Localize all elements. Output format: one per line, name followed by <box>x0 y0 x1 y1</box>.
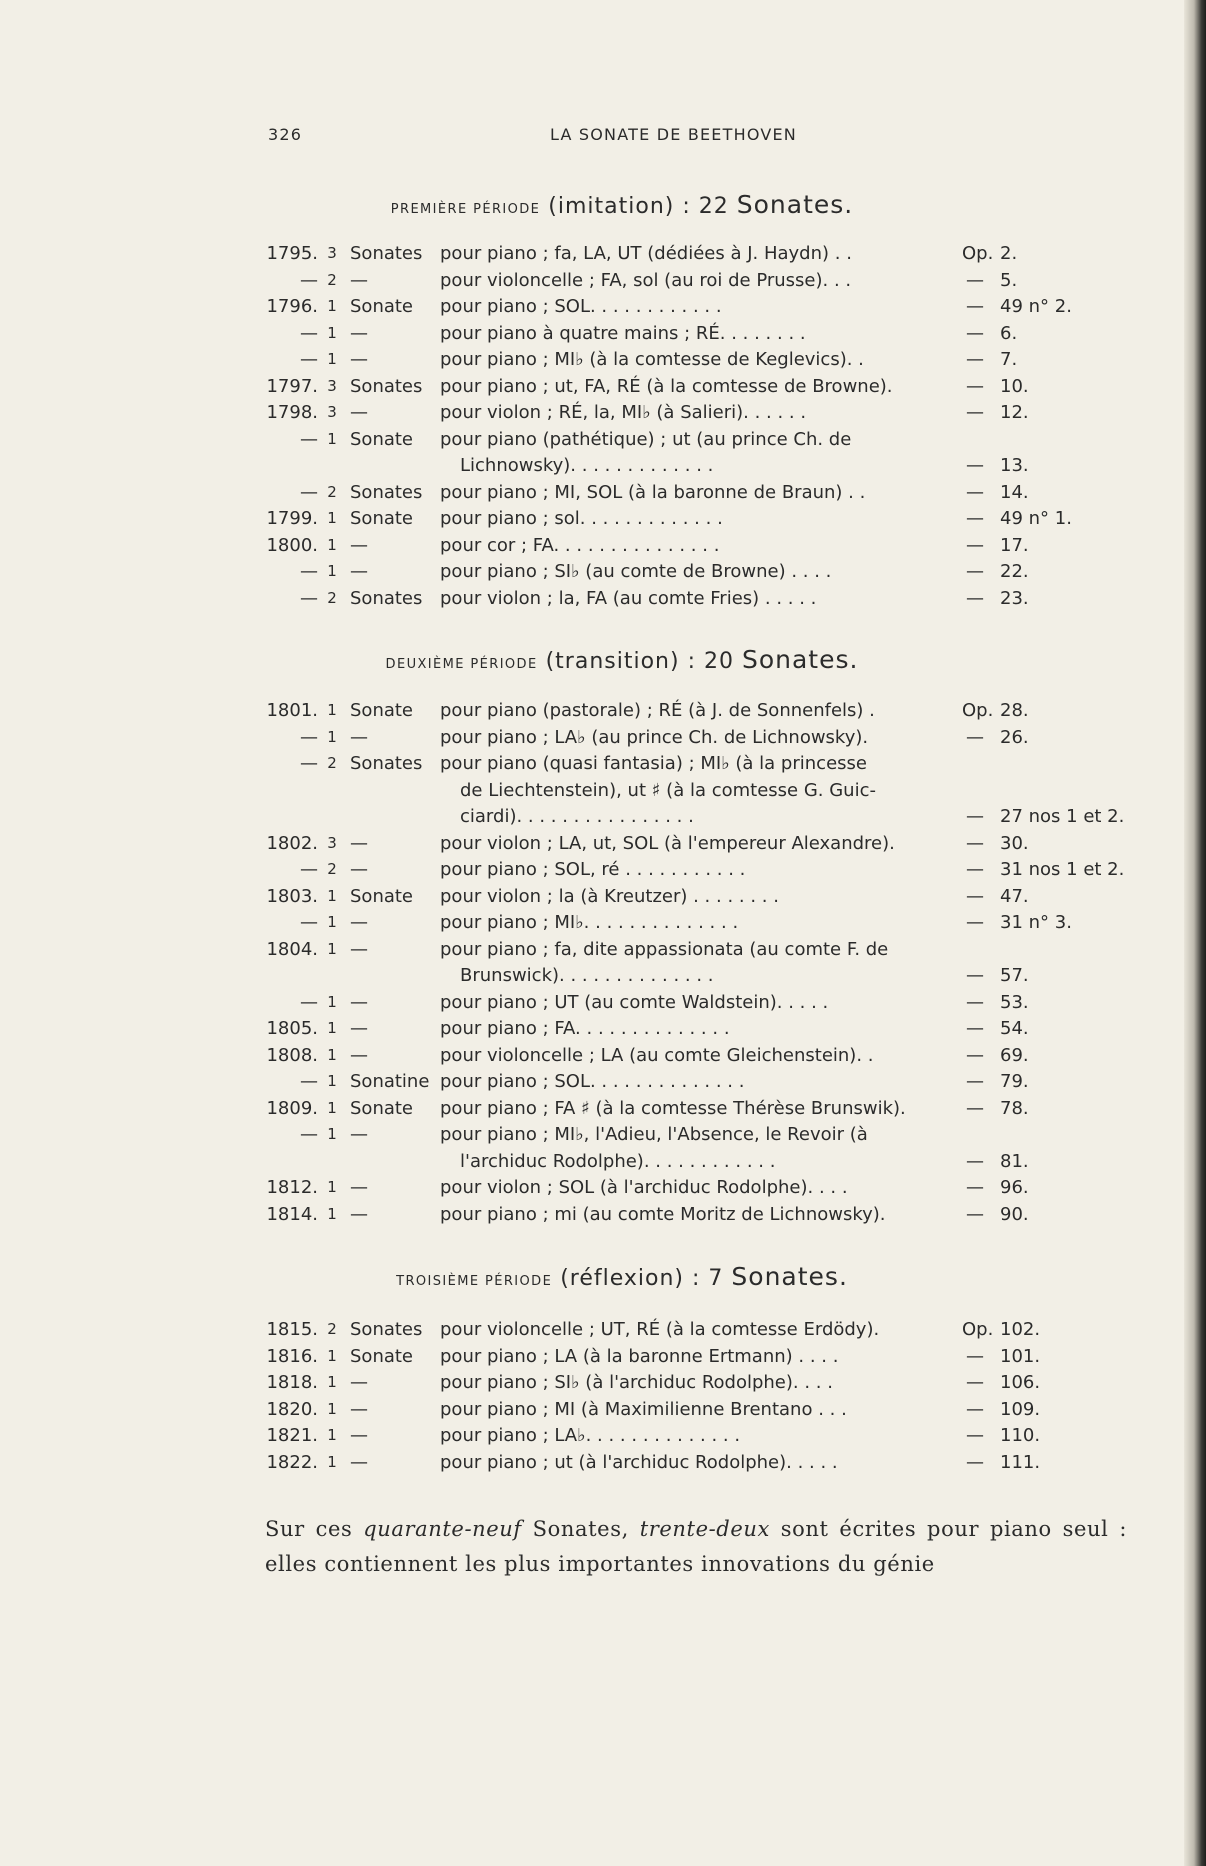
entry-dash: — <box>966 349 984 370</box>
entry-count: 1 <box>327 535 337 554</box>
entry-type: — <box>350 534 368 556</box>
entry-type: — <box>350 1018 368 1039</box>
entry-op: 49 n° 2. <box>1000 296 1072 317</box>
entry-op: 6. <box>1000 322 1018 344</box>
sonata-entry <box>0 1201 1206 1228</box>
closing-italic-2: trente-deux <box>639 1517 770 1541</box>
entry-year: 1815. <box>266 1319 318 1340</box>
entry-count: 1 <box>327 1452 337 1471</box>
entry-dash: — <box>966 965 984 986</box>
sonata-entry <box>0 724 1206 751</box>
sonata-entry <box>0 803 1206 830</box>
entry-dash: — <box>966 912 984 933</box>
closing-text-3: sont écrites pour piano seul : elles contiennent les plus importantes innovations du génie <box>265 1517 1127 1576</box>
entry-dash: — <box>966 322 984 344</box>
entry-dash: — <box>966 1345 984 1367</box>
entry-op: 31 nos 1 et 2. <box>1000 859 1125 880</box>
entry-desc: Lichnowsky). . . . . . . . . . . . . <box>460 455 714 476</box>
sonata-entry <box>0 532 1206 559</box>
entry-dash: — <box>966 1203 984 1225</box>
entry-count: 1 <box>327 886 337 905</box>
entry-desc: pour piano ; UT (au comte Waldstein). . . . . <box>440 991 829 1013</box>
entry-year: — <box>300 322 318 344</box>
entry-desc: pour violon ; la, FA (au comte Fries) . . . . . <box>440 587 817 609</box>
entry-type: — <box>350 1372 368 1393</box>
section-label-big: Sonates. <box>731 1262 848 1291</box>
sonata-entry <box>0 293 1206 320</box>
sonata-entry <box>0 1095 1206 1122</box>
sonata-entry <box>0 1068 1206 1095</box>
entry-type: Sonates <box>350 1319 423 1340</box>
entry-op: 30. <box>1000 832 1029 854</box>
entry-type: — <box>350 1124 368 1145</box>
entry-desc: pour violon ; SOL (à l'archiduc Rodolphe). . . . <box>440 1177 848 1198</box>
entry-op: 54. <box>1000 1018 1029 1039</box>
entry-dash: — <box>966 561 984 582</box>
entry-desc: pour piano ; LA (à la baronne Ertmann) . . . . <box>440 1345 839 1367</box>
sonata-entry <box>0 962 1206 989</box>
sonata-entry <box>0 479 1206 506</box>
entry-year: 1818. <box>266 1372 318 1393</box>
entry-dash: — <box>966 1097 984 1119</box>
entry-op: 53. <box>1000 991 1029 1013</box>
entry-op: 31 n° 3. <box>1000 912 1072 933</box>
entry-op: 12. <box>1000 402 1029 423</box>
entry-op: 49 n° 1. <box>1000 508 1072 529</box>
entry-dash: — <box>966 806 984 827</box>
entry-dash: — <box>966 1071 984 1092</box>
entry-desc: pour piano ; SOL. . . . . . . . . . . . <box>440 296 722 317</box>
entry-year: 1802. <box>266 832 318 854</box>
entry-dash: Op. <box>962 243 994 264</box>
entry-dash: — <box>966 402 984 423</box>
sonata-entry <box>0 505 1206 532</box>
entry-year: — <box>300 481 318 503</box>
sonata-entry <box>0 1422 1206 1449</box>
entry-desc: pour piano ; FA. . . . . . . . . . . . . . <box>440 1018 730 1039</box>
entry-op: 109. <box>1000 1398 1041 1420</box>
sonata-entry <box>0 240 1206 267</box>
entry-year: — <box>300 1071 318 1092</box>
section-label-smallcaps: TROISIÈME PÉRIODE <box>396 1274 553 1289</box>
entry-year: 1814. <box>266 1203 318 1225</box>
entry-type: — <box>350 322 368 344</box>
entry-op: 22. <box>1000 561 1029 582</box>
entry-count: 1 <box>327 1125 337 1143</box>
entry-dash: — <box>966 375 984 397</box>
entry-dash: — <box>966 832 984 854</box>
entry-year: 1812. <box>266 1177 318 1198</box>
entry-op: 81. <box>1000 1150 1029 1172</box>
sonata-entry <box>0 1449 1206 1476</box>
sonata-entry <box>0 320 1206 347</box>
entry-year: 1805. <box>266 1018 318 1039</box>
page-number: 326 <box>268 125 303 144</box>
entry-type: — <box>350 402 368 423</box>
entry-desc: pour violon ; la (à Kreutzer) . . . . . . . . <box>440 885 779 907</box>
entry-dash: — <box>966 1177 984 1198</box>
entry-type: — <box>350 1451 368 1473</box>
entry-year: — <box>300 1124 318 1145</box>
entry-type: — <box>350 269 368 291</box>
entry-type: Sonates <box>350 587 423 609</box>
entry-desc: de Liechtenstein), ut ♯ (à la comtesse G. Guic- <box>460 779 876 801</box>
entry-dash: — <box>966 455 984 476</box>
entry-dash: — <box>966 587 984 609</box>
entry-type: Sonate <box>350 296 414 317</box>
section-title <box>262 1262 982 1291</box>
sonata-entry <box>0 558 1206 585</box>
entry-type: Sonates <box>350 753 423 774</box>
entry-count: 1 <box>327 1178 337 1196</box>
entry-desc: pour piano ; ut (à l'archiduc Rodolphe). . . . . <box>440 1451 838 1473</box>
entry-type: — <box>350 349 368 370</box>
entry-desc: pour piano ; fa, LA, UT (dédiées à J. Haydn) . . <box>440 243 852 264</box>
sonata-entry <box>0 989 1206 1016</box>
entry-year: 1821. <box>266 1425 318 1446</box>
entry-desc: pour piano ; SI♭ (à l'archiduc Rodolphe). . . . <box>440 1372 833 1393</box>
entry-count: 2 <box>327 270 337 289</box>
entry-count: 1 <box>327 1072 337 1090</box>
sonata-entry <box>0 399 1206 426</box>
entry-dash: — <box>966 1398 984 1420</box>
entry-dash: — <box>966 269 984 291</box>
entry-desc: pour piano ; SOL. . . . . . . . . . . . . . <box>440 1071 745 1092</box>
section-title <box>262 645 982 674</box>
page-header <box>260 125 980 151</box>
entry-count: 2 <box>327 860 337 878</box>
entry-year: 1809. <box>266 1097 318 1119</box>
entry-dash: — <box>966 534 984 556</box>
entry-dash: — <box>966 1451 984 1473</box>
entry-dash: — <box>966 859 984 880</box>
entry-desc: pour piano ; mi (au comte Moritz de Lichnowsky). <box>440 1203 886 1225</box>
entry-count: 2 <box>327 482 337 501</box>
entry-type: Sonate <box>350 508 414 529</box>
entry-dash: — <box>966 885 984 907</box>
entry-count: 3 <box>327 376 337 395</box>
sonata-entry <box>0 1396 1206 1423</box>
entry-op: 79. <box>1000 1071 1029 1092</box>
entry-desc: l'archiduc Rodolphe). . . . . . . . . . . . <box>460 1150 776 1172</box>
section-label-smallcaps: PREMIÈRE PÉRIODE <box>390 202 541 217</box>
entry-count: 1 <box>327 1045 337 1064</box>
entry-desc: pour violon ; LA, ut, SOL (à l'empereur Alexandre). <box>440 832 895 854</box>
entry-type: Sonate <box>350 1097 414 1119</box>
entry-desc: pour piano ; MI♭, l'Adieu, l'Absence, le Revoir (à <box>440 1124 868 1145</box>
entry-op: 28. <box>1000 700 1029 721</box>
entry-dash: — <box>966 991 984 1013</box>
entry-dash: — <box>966 508 984 529</box>
entry-count: 1 <box>327 1346 337 1365</box>
entry-dash: — <box>966 481 984 503</box>
entry-type: Sonate <box>350 885 414 907</box>
entry-desc: pour piano à quatre mains ; RÉ. . . . . . . . <box>440 322 806 344</box>
sonata-entry <box>0 883 1206 910</box>
entry-year: — <box>300 991 318 1013</box>
closing-text-1: Sur ces <box>265 1517 364 1541</box>
sonata-entry <box>0 830 1206 857</box>
entry-count: 1 <box>327 429 337 448</box>
entry-type: Sonatine <box>350 1071 430 1092</box>
entry-op: 78. <box>1000 1097 1029 1119</box>
entry-year: — <box>300 912 318 933</box>
entry-op: 57. <box>1000 965 1029 986</box>
entry-desc: ciardi). . . . . . . . . . . . . . . . <box>460 806 694 827</box>
entry-op: 14. <box>1000 481 1029 503</box>
entry-op: 26. <box>1000 726 1029 748</box>
section-label-big: Sonates. <box>736 190 854 219</box>
entry-year: — <box>300 428 318 450</box>
entry-op: 47. <box>1000 885 1029 907</box>
entry-dash: Op. <box>962 700 994 721</box>
entry-desc: pour violoncelle ; FA, sol (au roi de Prusse). . . <box>440 269 852 291</box>
entry-year: — <box>300 349 318 370</box>
section-label-big: Sonates. <box>741 645 859 674</box>
entry-desc: pour piano (pathétique) ; ut (au prince Ch. de <box>440 428 852 450</box>
entry-year: — <box>300 561 318 582</box>
entry-count: 2 <box>327 588 337 607</box>
sonata-entry <box>0 777 1206 804</box>
sonata-entry <box>0 585 1206 612</box>
entry-desc: pour piano ; LA♭ (au prince Ch. de Lichnowsky). <box>440 726 869 748</box>
entry-type: — <box>350 1177 368 1198</box>
entry-op: 17. <box>1000 534 1029 556</box>
sonata-entry <box>0 426 1206 453</box>
entry-year: 1816. <box>266 1345 318 1367</box>
entry-dash: — <box>966 296 984 317</box>
sonata-entry <box>0 1148 1206 1175</box>
entry-count: 1 <box>327 1373 337 1391</box>
entry-op: 111. <box>1000 1451 1041 1473</box>
entry-year: 1796. <box>266 296 318 317</box>
running-title: LA SONATE DE BEETHOVEN <box>550 125 797 144</box>
entry-type: — <box>350 1044 368 1066</box>
entry-op: 102. <box>1000 1319 1041 1340</box>
entry-count: 1 <box>327 562 337 580</box>
entry-dash: — <box>966 1018 984 1039</box>
entry-count: 1 <box>327 992 337 1011</box>
entry-type: — <box>350 726 368 748</box>
entry-type: Sonate <box>350 1345 414 1367</box>
entry-year: 1801. <box>266 700 318 721</box>
sonata-entry <box>0 346 1206 373</box>
entry-op: 2. <box>1000 243 1018 264</box>
entry-op: 10. <box>1000 375 1029 397</box>
entry-year: — <box>300 726 318 748</box>
entry-year: 1822. <box>266 1451 318 1473</box>
entry-type: — <box>350 1398 368 1420</box>
sonata-entry <box>0 267 1206 294</box>
sonata-entry <box>0 1343 1206 1370</box>
sonata-entry <box>0 1174 1206 1201</box>
entry-type: Sonates <box>350 375 423 397</box>
entry-desc: pour piano (pastorale) ; RÉ (à J. de Sonnenfels) . <box>440 700 875 721</box>
entry-desc: pour piano ; MI, SOL (à la baronne de Braun) . . <box>440 481 866 503</box>
entry-type: Sonates <box>350 481 423 503</box>
entry-count: 2 <box>327 1320 337 1338</box>
entry-type: — <box>350 1203 368 1225</box>
entry-type: — <box>350 912 368 933</box>
entry-op: 96. <box>1000 1177 1029 1198</box>
closing-italic-1: quarante-neuf <box>363 1517 522 1541</box>
entry-count: 1 <box>327 939 337 958</box>
entry-desc: pour piano ; MI♭ (à la comtesse de Keglevics). . <box>440 349 864 370</box>
entry-type: Sonates <box>350 243 423 264</box>
closing-text-2: Sonates, <box>521 1517 640 1541</box>
entry-type: — <box>350 859 368 880</box>
sonata-entry <box>0 697 1206 724</box>
entry-desc: pour piano ; LA♭. . . . . . . . . . . . . . <box>440 1425 741 1446</box>
section-title <box>262 190 982 219</box>
sonata-entry <box>0 1316 1206 1343</box>
entry-type: Sonate <box>350 700 414 721</box>
entry-year: 1799. <box>266 508 318 529</box>
entry-desc: pour piano ; ut, FA, RÉ (à la comtesse de Browne). <box>440 375 893 397</box>
closing-paragraph <box>265 1512 1127 1582</box>
entry-op: 69. <box>1000 1044 1029 1066</box>
entry-op: 23. <box>1000 587 1029 609</box>
entry-op: 5. <box>1000 269 1018 291</box>
entry-count: 3 <box>327 833 337 852</box>
entry-desc: pour piano (quasi fantasia) ; MI♭ (à la princesse <box>440 753 867 774</box>
entry-count: 1 <box>327 913 337 931</box>
entry-type: — <box>350 991 368 1013</box>
entry-type: — <box>350 1425 368 1446</box>
entry-dash: — <box>966 726 984 748</box>
entry-year: — <box>300 269 318 291</box>
entry-count: 1 <box>327 1204 337 1223</box>
entry-op: 7. <box>1000 349 1018 370</box>
entry-type: — <box>350 561 368 582</box>
entry-year: 1797. <box>266 375 318 397</box>
sonata-entry <box>0 856 1206 883</box>
entry-desc: pour piano ; MI♭. . . . . . . . . . . . . . <box>440 912 739 933</box>
entry-count: 1 <box>327 1019 337 1037</box>
sonata-entry <box>0 750 1206 777</box>
entry-op: 101. <box>1000 1345 1041 1367</box>
entry-year: — <box>300 753 318 774</box>
entry-count: 1 <box>327 350 337 368</box>
entry-op: 110. <box>1000 1425 1041 1446</box>
entry-year: 1808. <box>266 1044 318 1066</box>
entry-year: 1804. <box>266 938 318 960</box>
sonata-entry <box>0 1015 1206 1042</box>
entry-op: 27 nos 1 et 2. <box>1000 806 1125 827</box>
entry-type: — <box>350 832 368 854</box>
entry-dash: — <box>966 1425 984 1446</box>
entry-type: Sonate <box>350 428 414 450</box>
entry-desc: pour piano ; MI (à Maximilienne Brentano . . . <box>440 1398 847 1420</box>
entry-count: 1 <box>327 1426 337 1444</box>
entry-year: 1798. <box>266 402 318 423</box>
entry-count: 3 <box>327 244 337 262</box>
entry-count: 1 <box>327 323 337 342</box>
entry-count: 2 <box>327 754 337 772</box>
entry-year: 1820. <box>266 1398 318 1420</box>
entry-year: 1803. <box>266 885 318 907</box>
sonata-entry <box>0 1042 1206 1069</box>
entry-year: 1800. <box>266 534 318 556</box>
sonata-entry <box>0 1121 1206 1148</box>
entry-count: 3 <box>327 403 337 421</box>
entry-desc: pour violon ; RÉ, la, MI♭ (à Salieri). . . . . . <box>440 402 807 423</box>
entry-desc: pour piano ; SI♭ (au comte de Browne) . . . . <box>440 561 832 582</box>
entry-desc: pour piano ; sol. . . . . . . . . . . . . <box>440 508 723 529</box>
section-label-rest: (transition) : 20 <box>545 649 734 674</box>
entry-desc: pour piano ; fa, dite appassionata (au comte F. de <box>440 938 889 960</box>
entry-count: 1 <box>327 727 337 746</box>
entry-op: 106. <box>1000 1372 1041 1393</box>
entry-dash: Op. <box>962 1319 994 1340</box>
entry-desc: Brunswick). . . . . . . . . . . . . . <box>460 965 714 986</box>
sonata-entry <box>0 452 1206 479</box>
entry-dash: — <box>966 1372 984 1393</box>
entry-dash: — <box>966 1150 984 1172</box>
entry-op: 90. <box>1000 1203 1029 1225</box>
entry-count: 1 <box>327 297 337 315</box>
sonata-entry <box>0 1369 1206 1396</box>
entry-year: 1795. <box>266 243 318 264</box>
entry-op: 13. <box>1000 455 1029 476</box>
entry-count: 1 <box>327 509 337 527</box>
sonata-entry <box>0 373 1206 400</box>
entry-desc: pour violoncelle ; UT, RÉ (à la comtesse Erdödy). <box>440 1319 880 1340</box>
entry-count: 1 <box>327 1399 337 1418</box>
entry-desc: pour piano ; SOL, ré . . . . . . . . . . . <box>440 859 746 880</box>
entry-year: — <box>300 587 318 609</box>
section-label-rest: (réflexion) : 7 <box>560 1266 724 1291</box>
section-label-rest: (imitation) : 22 <box>548 194 729 219</box>
section-label-smallcaps: DEUXIÈME PÉRIODE <box>385 657 538 672</box>
entry-year: — <box>300 859 318 880</box>
entry-count: 1 <box>327 701 337 719</box>
sonata-entry <box>0 936 1206 963</box>
entry-desc: pour cor ; FA. . . . . . . . . . . . . . . <box>440 534 720 556</box>
entry-desc: pour piano ; FA ♯ (à la comtesse Thérèse Brunswik). <box>440 1097 906 1119</box>
entry-count: 1 <box>327 1098 337 1117</box>
entry-dash: — <box>966 1044 984 1066</box>
entry-desc: pour violoncelle ; LA (au comte Gleichenstein). . <box>440 1044 874 1066</box>
entry-type: — <box>350 938 368 960</box>
sonata-entry <box>0 909 1206 936</box>
